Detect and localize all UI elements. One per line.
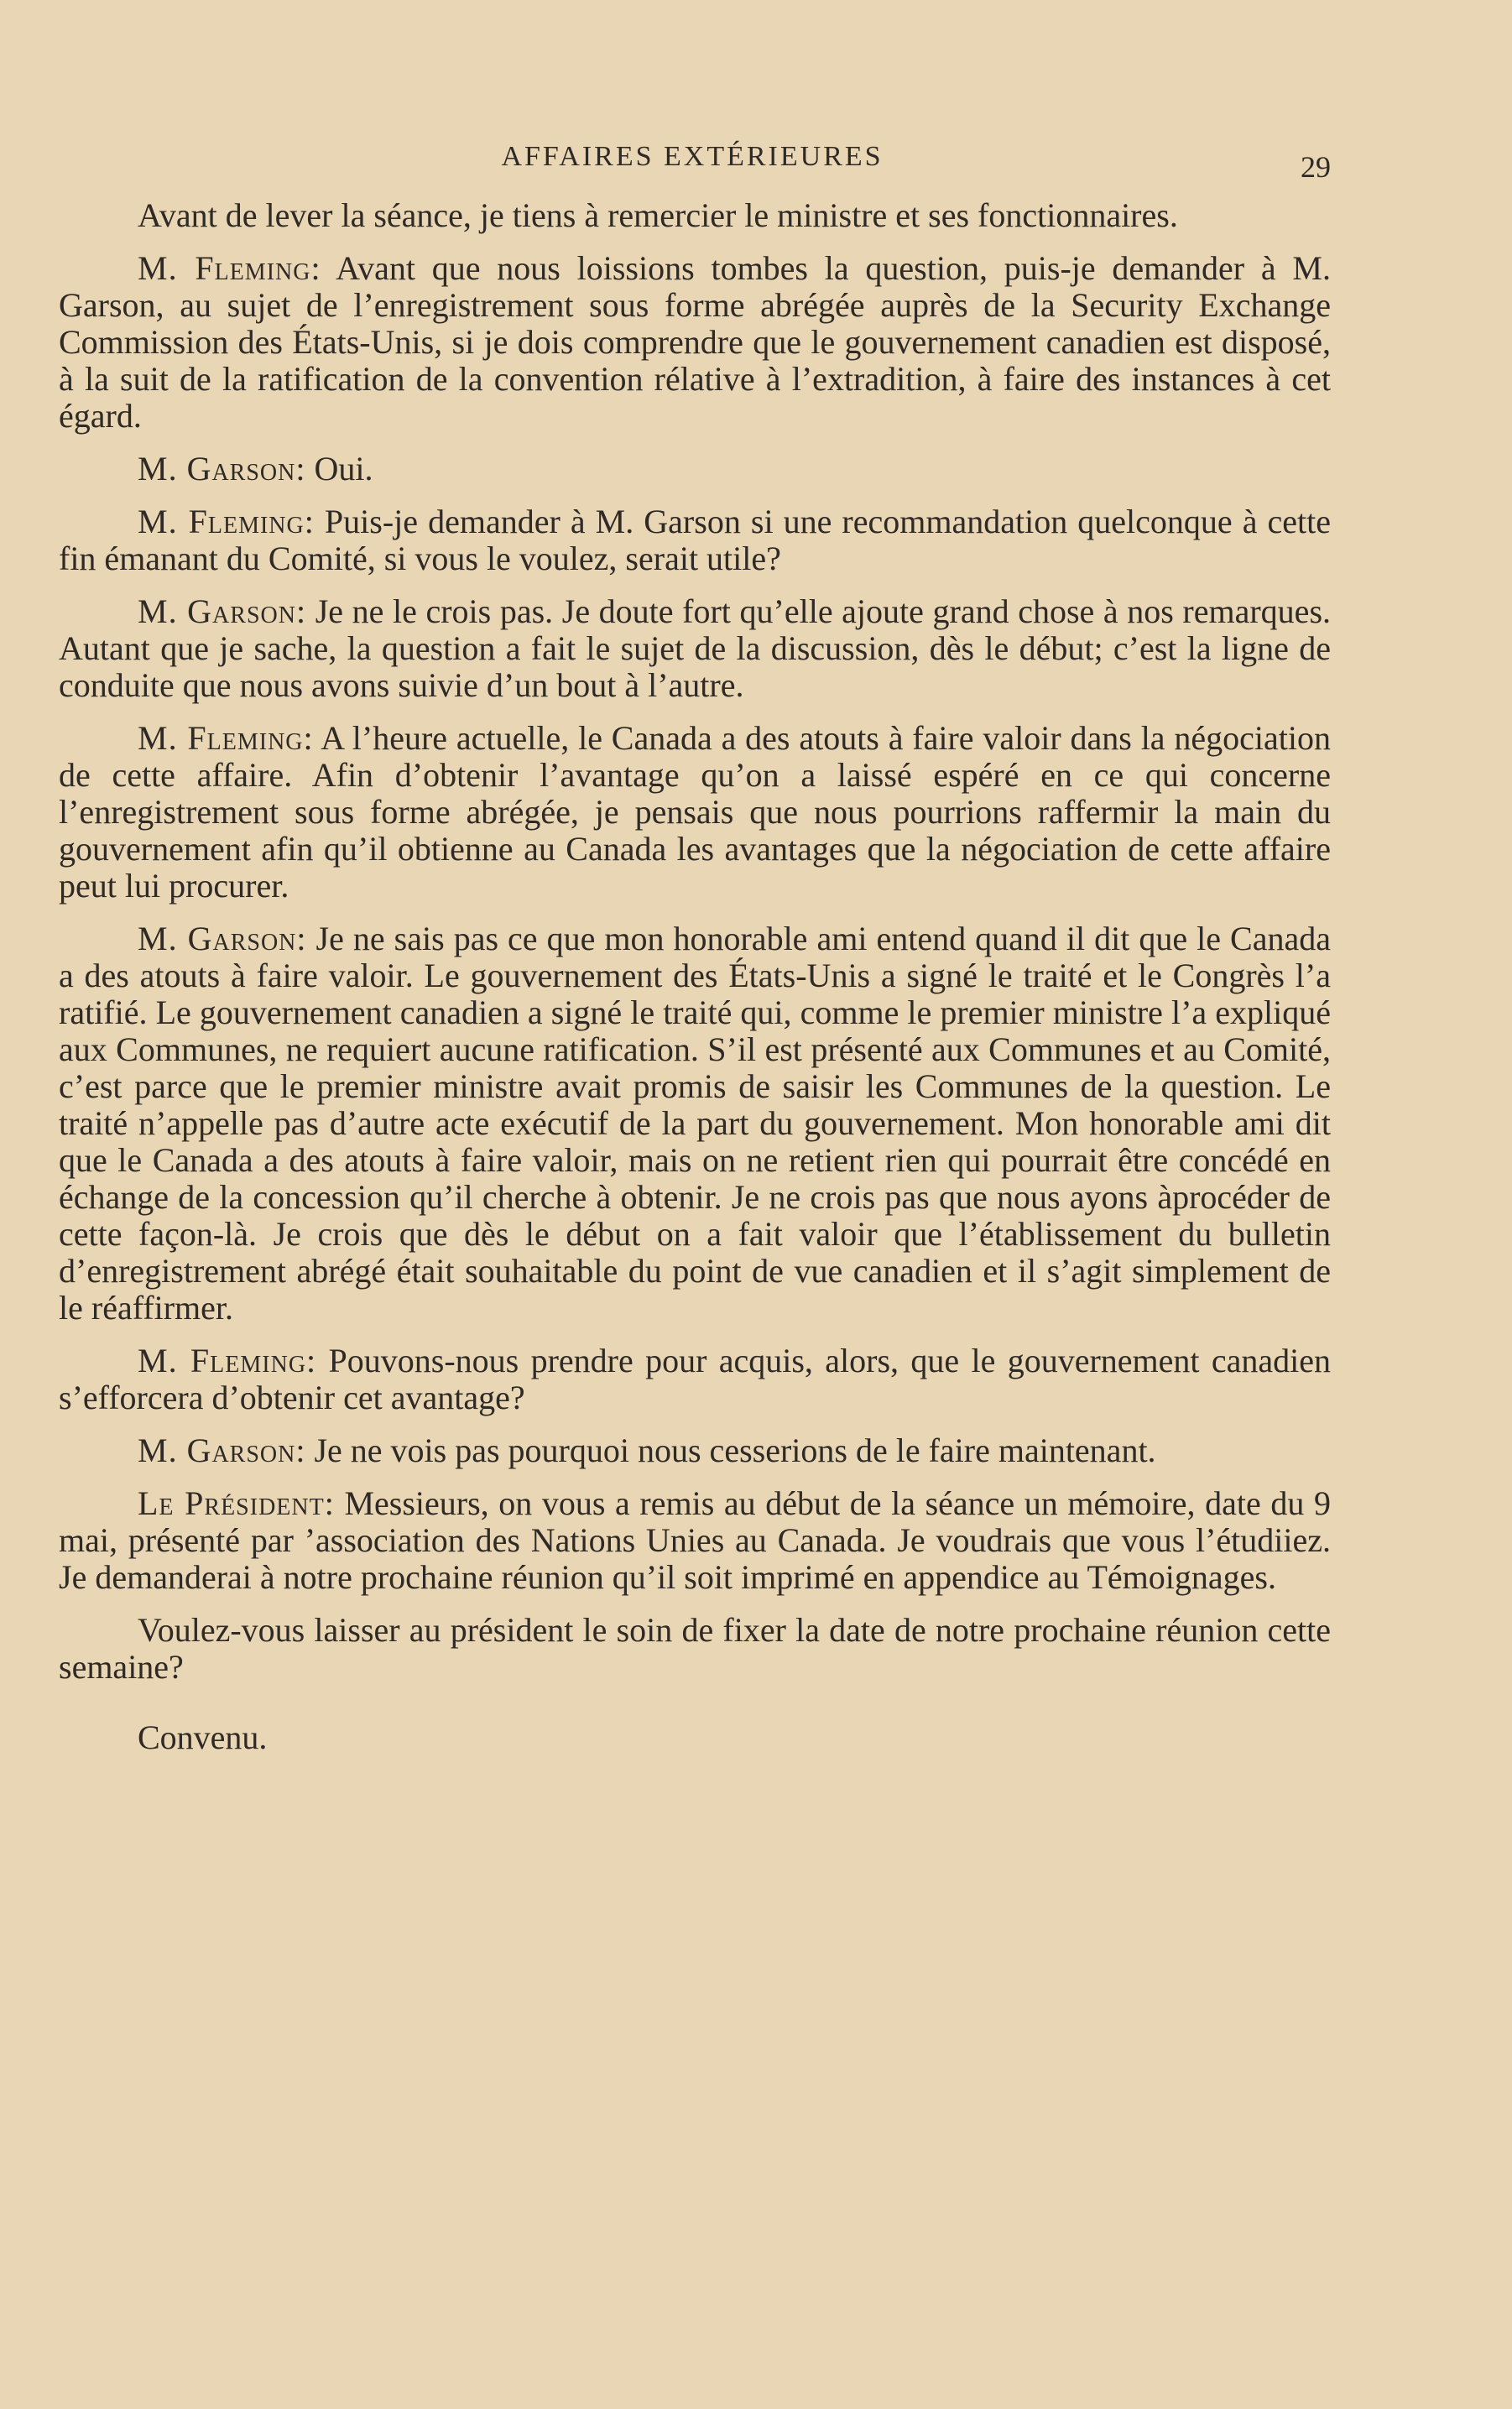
paragraph-text: Voulez-vous laisser au président le soin de fixer la date de notre prochaine réunion cette semaine? bbox=[59, 1611, 1331, 1686]
paragraph bbox=[59, 593, 1331, 704]
speaker-label: M. Garson: bbox=[138, 1431, 306, 1469]
paragraph-text: Avant que nous loissions tombes la question, puis-je demander à M. Garson, au sujet de l’enregistrement sous forme abrégée auprès de la Security Exchange Commission des États-Unis, si je dois comprendre que le gouvernement canadien est disposé, à la suit de la ratification de la convention rélative à l’extradition, à faire des instances à cet égard. bbox=[59, 249, 1331, 435]
paragraph bbox=[59, 250, 1331, 435]
paragraph-text: Oui. bbox=[314, 450, 373, 488]
body-text bbox=[59, 197, 1331, 1772]
speaker-label: M. Garson: bbox=[138, 592, 307, 630]
closing-line: Convenu. bbox=[138, 1718, 268, 1756]
paragraph bbox=[59, 1432, 1331, 1469]
paragraph-text: Je ne vois pas pourquoi nous cesserions de le faire maintenant. bbox=[314, 1431, 1156, 1469]
paragraph bbox=[59, 720, 1331, 905]
paragraph bbox=[59, 197, 1331, 234]
paragraph-text: Avant de lever la séance, je tiens à remercier le ministre et ses fonctionnaires. bbox=[138, 196, 1178, 234]
speaker-label: M. Garson: bbox=[138, 920, 307, 957]
paragraph-text: Messieurs, on vous a remis au début de la séance un mémoire, date du 9 mai, présenté par ’association des Nations Unies au Canada. Je voudrais que vous l’étudiiez. Je demanderai à notre prochaine réunion qu’il soit imprimé en appendice au Témoignages. bbox=[59, 1484, 1331, 1596]
speaker-label: M. Fleming: bbox=[138, 719, 314, 757]
paragraph-text: Je ne sais pas ce que mon honorable ami entend quand il dit que le Canada a des atouts à faire valoir. Le gouvernement des États-Unis a signé le traité et le Congrès l’a ratifié. Le gouvernement canadien a signé le traité qui, comme le premier ministre l’a expliqué aux Communes, ne requiert aucune ratification. S’il est présenté aux Communes et au Comité, c’est parce que le premier ministre avait promis de saisir les Communes de la question. Le traité n’appelle pas d’autre acte exécutif de la part du gouvernement. Mon honorable ami dit que le Canada a des atouts à faire valoir, mais on ne retient rien qui pourrait être concédé en échange de la concession qu’il cherche à obtenir. Je ne crois pas que nous ayons àprocéder de cette façon-là. Je crois que dès le début on a fait valoir que l’établissement du bulletin d’enregistrement abrégé était souhaitable du point de vue canadien et il s’agit simplement de le réaffirmer. bbox=[59, 920, 1332, 1327]
speaker-label: M. Garson: bbox=[138, 450, 306, 488]
speaker-label: M. Fleming: bbox=[138, 249, 321, 287]
paragraph-text: A l’heure actuelle, le Canada a des atouts à faire valoir dans la négociation de cette affaire. Afin d’obtenir l’avantage qu’on a laissé espéré en ce qui concerne l’enregistrement sous forme abrégée, je pensais que nous pourrions raffermir la main du gouvernement afin qu’il obtienne au Canada les avantages que la négociation de cette affaire peut lui procurer. bbox=[59, 719, 1332, 905]
speaker-label: M. Fleming: bbox=[138, 503, 315, 540]
paragraph bbox=[59, 1343, 1331, 1416]
paragraph-text: Puis-je demander à M. Garson si une recommandation quelconque à cette fin émanant du Comité, si vous le voulez, serait utile? bbox=[59, 503, 1332, 577]
running-title: AFFAIRES EXTÉRIEURES bbox=[501, 141, 884, 172]
paragraph bbox=[59, 503, 1331, 577]
paragraph bbox=[59, 1612, 1331, 1686]
speaker-label: Le Président: bbox=[138, 1484, 335, 1522]
paragraph bbox=[59, 451, 1331, 488]
paragraph bbox=[59, 1485, 1331, 1596]
paragraph-text: Je ne le crois pas. Je doute fort qu’elle ajoute grand chose à nos remarques. Autant que je sache, la question a fait le sujet de la discussion, dès le début; c’est la ligne de conduite que nous avons suivie d’un bout à l’autre. bbox=[59, 592, 1332, 704]
paragraph-text: Pouvons-nous prendre pour acquis, alors, que le gouvernement canadien s’efforcera d’obtenir cet avantage? bbox=[59, 1342, 1332, 1416]
speaker-label: M. Fleming: bbox=[138, 1342, 317, 1379]
page-header bbox=[0, 141, 1512, 183]
paragraph bbox=[59, 920, 1331, 1327]
page-number: 29 bbox=[1301, 150, 1331, 184]
